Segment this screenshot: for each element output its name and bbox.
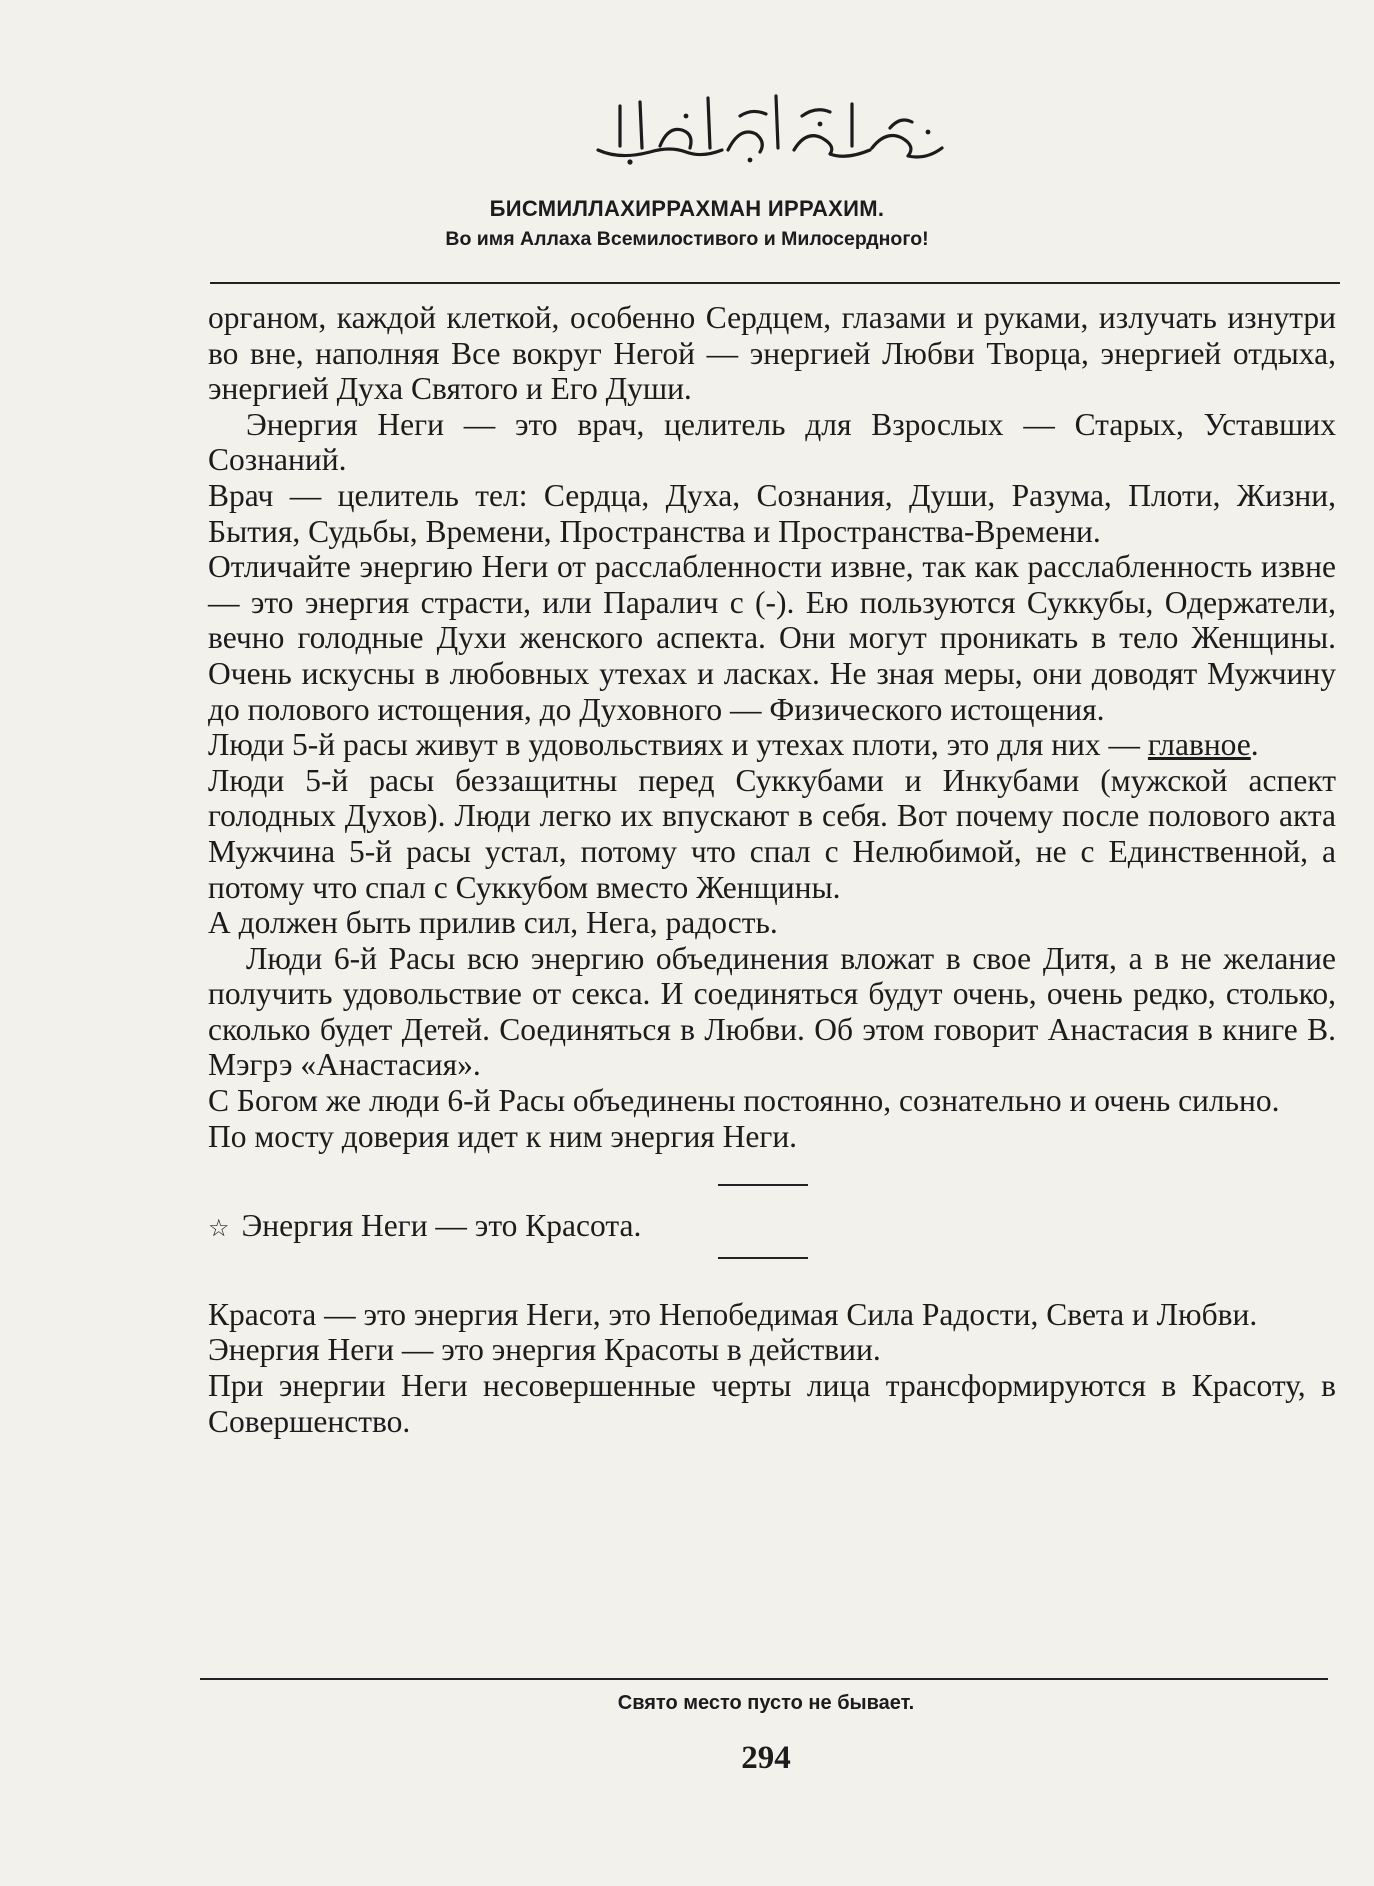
bismillah-calligraphy bbox=[590, 86, 950, 168]
star-outline-icon: ☆ bbox=[208, 1214, 230, 1243]
star-paragraph-text: Энергия Неги — это Красота. bbox=[241, 1208, 642, 1244]
page-number: 294 bbox=[741, 1740, 791, 1776]
star-paragraph bbox=[208, 1208, 1336, 1247]
paragraph: Отличайте энергию Неги от расслабленности извне, так как расслабленность извне — это энергия страсти, или Паралич с (-). Ею пользуются Суккубы, Одержатели, вечно голодные Духи женского аспекта. Они могут проникать в тело Женщины. Очень искусны в любовных утехах и ласках. Не зная меры, они доводят Мужчину до полового истощения, до Духовного — Физического истощения. bbox=[208, 549, 1336, 727]
header-subtitle: Во имя Аллаха Всемилостивого и Милосердного! bbox=[445, 228, 929, 250]
body-text bbox=[208, 300, 1336, 1439]
paragraph: Люди 5-й расы беззащитны перед Суккубами и Инкубами (мужской аспект голодных Духов). Люди легко их впускают в себя. Вот почему после полового акта Мужчина 5-й расы устал, потому что спал с Нелюбимой, не с Единственной, а потому что спал с Суккубом вместо Женщины. bbox=[208, 762, 1336, 905]
paragraph-text: Люди 5-й расы живут в удовольствиях и утехах плоти, это для них — bbox=[208, 727, 1141, 763]
paragraph-end: . bbox=[1250, 727, 1259, 763]
header-title: БИСМИЛЛАХИРРАХМАН ИРРАХИМ. bbox=[489, 196, 885, 221]
footer-proverb: Свято место пусто не бывает. bbox=[617, 1692, 915, 1714]
paragraph: органом, каждой клеткой, особенно Сердцем, глазами и руками, излучать изнутри во вне, наполняя Все вокруг Негой — энергией Любви Творца, энергией отдыха, энергией Духа Святого и Его Души. bbox=[208, 300, 1336, 407]
paragraph: А должен быть прилив сил, Нега, радость. bbox=[208, 905, 778, 941]
header-divider bbox=[210, 282, 1340, 284]
paragraph: Энергия Неги — это энергия Красоты в действии. bbox=[208, 1332, 881, 1368]
paragraph: При энергии Неги несовершенные черты лица трансформируются в Красоту, в Совершенство. bbox=[208, 1368, 1336, 1439]
paragraph: Энергия Неги — это врач, целитель для Взрослых — Старых, Уставших Сознаний. bbox=[208, 406, 1336, 478]
footer-divider bbox=[200, 1678, 1328, 1680]
paragraph: Врач — целитель тел: Сердца, Духа, Сознания, Души, Разума, Плоти, Жизни, Бытия, Судьбы, Времени, Пространства и Пространства-Времени. bbox=[208, 477, 1336, 549]
paragraph: Люди 6-й Расы всю энергию объединения вложат в свое Дитя, а в не желание получить удовольствие от секса. И соединяться будут очень, очень редко, столько, сколько будет Детей. Соединяться в Любви. Об этом говорит Анастасия в книге В. Мэгрэ «Анастасия». bbox=[208, 940, 1336, 1083]
underlined-word: главное bbox=[1147, 727, 1251, 763]
paragraph: С Богом же люди 6-й Расы объединены постоянно, сознательно и очень сильно. bbox=[208, 1083, 1280, 1119]
paragraph bbox=[208, 727, 1336, 763]
paragraph: Красота — это энергия Неги, это Непобедимая Сила Радости, Света и Любви. bbox=[208, 1296, 1258, 1332]
paragraph: По мосту доверия идет к ним энергия Неги. bbox=[208, 1118, 798, 1154]
